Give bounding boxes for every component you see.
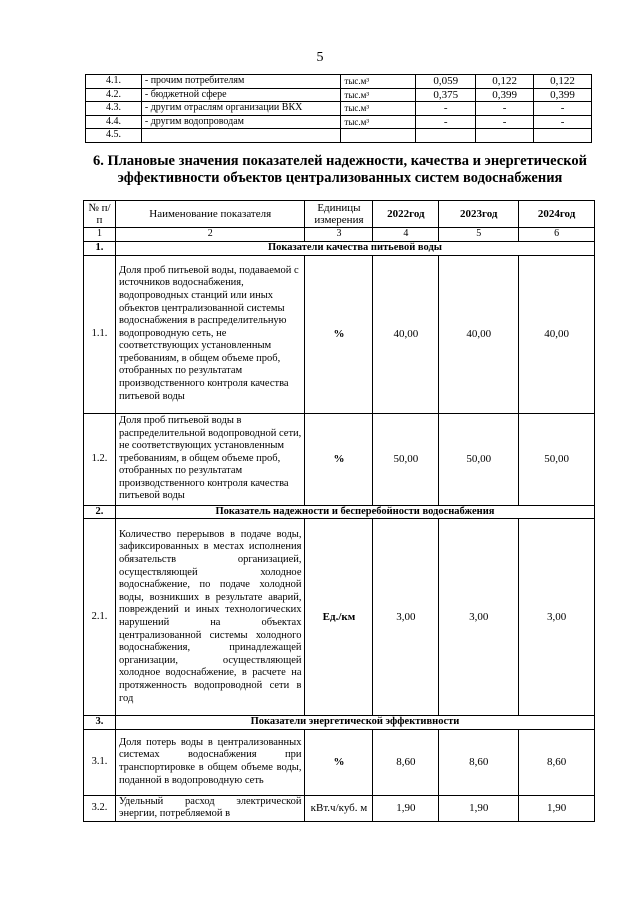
continued-consumption-table xyxy=(85,74,592,143)
value-2024: 50,00 xyxy=(519,413,595,505)
value-2023: 8,60 xyxy=(439,729,519,795)
consumer-name: - прочим потребителям xyxy=(141,75,341,89)
section-row xyxy=(84,716,595,730)
indicator-name: Удельный расход электрической энергии, потребляемой в xyxy=(115,795,305,821)
value-2023 xyxy=(476,129,534,143)
column-number: 5 xyxy=(439,228,519,242)
value-2023: 3,00 xyxy=(439,519,519,716)
row-number: 1.2. xyxy=(84,413,116,505)
column-number-row xyxy=(84,228,595,242)
row-number: 4.1. xyxy=(86,75,142,89)
value-2024: - xyxy=(534,102,592,116)
value-2022: 8,60 xyxy=(373,729,439,795)
consumer-name: - другим отраслям организации ВКХ xyxy=(141,102,341,116)
table-row xyxy=(86,102,592,116)
header-2022: 2022год xyxy=(373,201,439,228)
unit-cell: тыс.м³ xyxy=(341,102,416,116)
indicator-name: Доля проб питьевой воды в распределительной водопроводной сети, не соответствующих установленным требованиям, в общем объеме проб, отобранных по результатам производственного контроля качества питьевой воды xyxy=(115,413,305,505)
section-title: 6. Плановые значения показателей надежности, качества и энергетической эффективности объектов централизованных систем водоснабжения xyxy=(93,153,587,186)
value-2023: 0,399 xyxy=(476,88,534,102)
row-number: 4.3. xyxy=(86,102,142,116)
unit-cell: кВт.ч/куб. м xyxy=(305,795,373,821)
table-row xyxy=(86,88,592,102)
value-2023: 1,90 xyxy=(439,795,519,821)
value-2022: - xyxy=(416,115,476,129)
column-number: 6 xyxy=(519,228,595,242)
row-number: 3.2. xyxy=(84,795,116,821)
value-2022: 3,00 xyxy=(373,519,439,716)
reliability-indicators-table xyxy=(83,200,595,822)
section-row xyxy=(84,241,595,255)
value-2022: 0,059 xyxy=(416,75,476,89)
row-number: 4.5. xyxy=(86,129,142,143)
table-row xyxy=(86,129,592,143)
value-2022: 0,375 xyxy=(416,88,476,102)
row-number: 1.1. xyxy=(84,255,116,413)
unit-cell: тыс.м³ xyxy=(341,88,416,102)
table-row xyxy=(84,255,595,413)
section-number: 3. xyxy=(84,716,116,730)
value-2023: 0,122 xyxy=(476,75,534,89)
value-2022: 1,90 xyxy=(373,795,439,821)
section-row xyxy=(84,505,595,519)
table-row xyxy=(86,75,592,89)
value-2022: - xyxy=(416,102,476,116)
value-2024: 0,399 xyxy=(534,88,592,102)
table-row xyxy=(84,413,595,505)
unit-cell: % xyxy=(305,729,373,795)
indicator-name: Доля потерь воды в централизованных системах водоснабжения при транспортировке в общем объеме воды, поданной в водопроводную сеть xyxy=(115,729,305,795)
value-2022: 50,00 xyxy=(373,413,439,505)
unit-cell: тыс.м³ xyxy=(341,75,416,89)
value-2023: 50,00 xyxy=(439,413,519,505)
column-number: 1 xyxy=(84,228,116,242)
column-number: 3 xyxy=(305,228,373,242)
section-heading: Показатели качества питьевой воды xyxy=(115,241,594,255)
table-row xyxy=(84,795,595,821)
column-number: 2 xyxy=(115,228,305,242)
value-2023: - xyxy=(476,115,534,129)
row-number: 3.1. xyxy=(84,729,116,795)
page-number: 5 xyxy=(316,50,324,65)
unit-cell: % xyxy=(305,413,373,505)
value-2024 xyxy=(534,129,592,143)
unit-cell: Ед./км xyxy=(305,519,373,716)
value-2024: 0,122 xyxy=(534,75,592,89)
value-2024: 40,00 xyxy=(519,255,595,413)
row-number: 4.2. xyxy=(86,88,142,102)
column-number: 4 xyxy=(373,228,439,242)
value-2023: 40,00 xyxy=(439,255,519,413)
value-2024: 3,00 xyxy=(519,519,595,716)
consumer-name xyxy=(141,129,341,143)
indicator-name: Количество перерывов в подаче воды, зафиксированных в местах исполнения обязательств организацией, осуществляющей холодное водоснабжение, по подаче холодной воды, возникших в результате аварий, повреждений и иных технологических нарушений на объектах централизованной системы холодного водоснабжения, принадлежащей организации, осуществляющей холодное водоснабжение, в расчете на протяженность водопроводной сети в год xyxy=(115,519,305,716)
section-heading: Показатель надежности и бесперебойности водоснабжения xyxy=(115,505,594,519)
section-number: 1. xyxy=(84,241,116,255)
value-2022 xyxy=(416,129,476,143)
value-2024: 1,90 xyxy=(519,795,595,821)
consumer-name: - бюджетной сфере xyxy=(141,88,341,102)
unit-cell: тыс.м³ xyxy=(341,115,416,129)
value-2022: 40,00 xyxy=(373,255,439,413)
indicator-name: Доля проб питьевой воды, подаваемой с источников водоснабжения, водопроводных станций или иных объектов централизованной системы водоснабжения в распределительную водопроводную сеть, не соответствующих установленным требованиям, в общем объеме проб, отобранных по результатам производственного контроля качества питьевой воды xyxy=(115,255,305,413)
header-name: Наименование показателя xyxy=(115,201,305,228)
header-unit: Единицы измерения xyxy=(305,201,373,228)
section-number: 2. xyxy=(84,505,116,519)
section-heading: Показатели энергетической эффективности xyxy=(115,716,594,730)
value-2023: - xyxy=(476,102,534,116)
row-number: 2.1. xyxy=(84,519,116,716)
unit-cell: % xyxy=(305,255,373,413)
table-row xyxy=(86,115,592,129)
table-row xyxy=(84,519,595,716)
header-2024: 2024год xyxy=(519,201,595,228)
value-2024: 8,60 xyxy=(519,729,595,795)
value-2024: - xyxy=(534,115,592,129)
unit-cell xyxy=(341,129,416,143)
header-num: № п/п xyxy=(84,201,116,228)
header-2023: 2023год xyxy=(439,201,519,228)
row-number: 4.4. xyxy=(86,115,142,129)
header-row xyxy=(84,201,595,228)
table-row xyxy=(84,729,595,795)
consumer-name: - другим водопроводам xyxy=(141,115,341,129)
